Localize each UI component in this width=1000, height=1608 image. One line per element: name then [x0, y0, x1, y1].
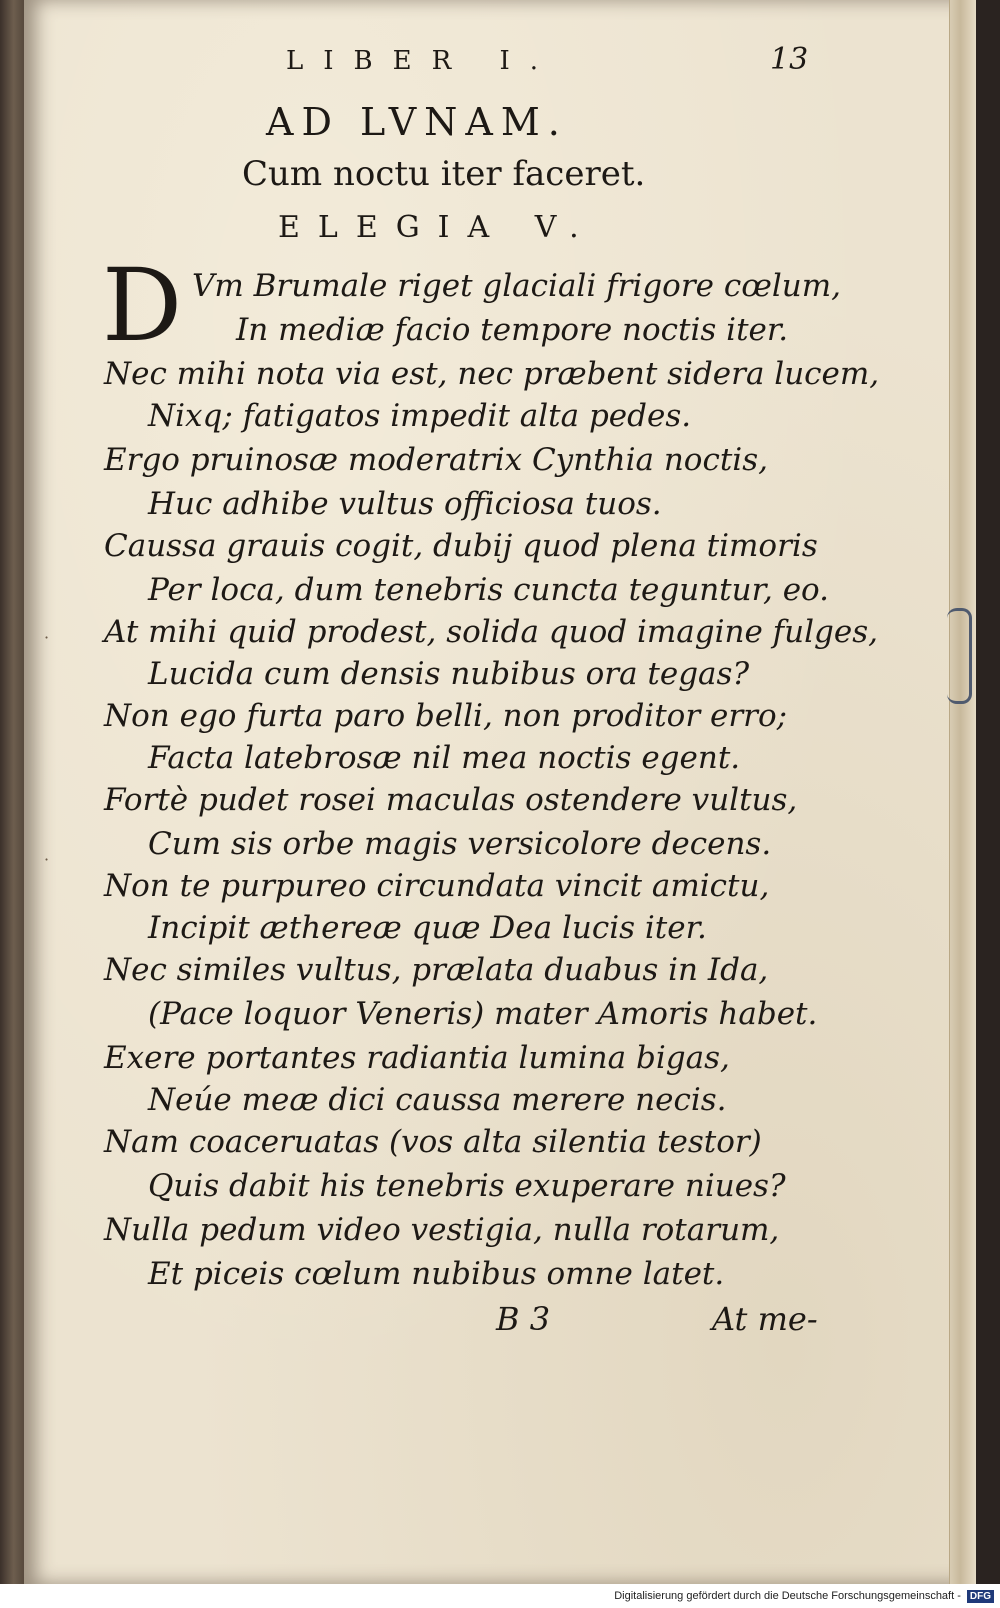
- running-title: LIBER I.: [286, 46, 558, 76]
- verse-line: Lucida cum densis nubibus ora tegas?: [148, 656, 750, 692]
- verse-line: Non te purpureo circundata vincit amictu,: [104, 868, 770, 904]
- verse-line: Huc adhibe vultus officiosa tuos.: [148, 486, 662, 522]
- poem-subtitle: Cum noctu iter faceret.: [242, 154, 646, 194]
- margin-mark: ·: [44, 628, 50, 647]
- verse-line: Facta latebrosæ nil mea noctis egent.: [148, 740, 741, 776]
- signature-mark: B 3: [496, 1300, 551, 1338]
- verse-line: Nec mihi nota via est, nec præbent sidera lucem,: [104, 356, 880, 392]
- verse-line: Vm Brumale riget glaciali frigore cœlum,: [192, 268, 841, 304]
- section-heading: ELEGIA V.: [278, 210, 597, 245]
- drop-cap: D: [102, 247, 183, 364]
- page-number: 13: [770, 42, 809, 77]
- margin-mark: ·: [44, 850, 50, 869]
- page-clip: [947, 608, 972, 704]
- verse-line: Cum sis orbe magis versicolore decens.: [148, 826, 772, 862]
- catchword: At me-: [712, 1300, 818, 1338]
- poem-title: AD LVNAM.: [266, 100, 568, 144]
- verse-line: Nec similes vultus, prælata duabus in Ida,: [104, 952, 769, 988]
- verse-line: Nam coaceruatas (vos alta silentia testor): [104, 1124, 762, 1160]
- verse-line: Et piceis cœlum nubibus omne latet.: [148, 1256, 725, 1292]
- verse-line: Non ego furta paro belli, non proditor erro;: [104, 698, 788, 734]
- verse-line: Quis dabit his tenebris exuperare niues?: [148, 1168, 786, 1204]
- credit-text: Digitalisierung gefördert durch die Deutsche Forschungsgemeinschaft -: [614, 1590, 961, 1602]
- digitization-footer: [0, 1584, 1000, 1608]
- verse-line: Per loca, dum tenebris cuncta teguntur, eo.: [148, 572, 830, 608]
- verse-line: Neúe meæ dici caussa merere necis.: [148, 1082, 727, 1118]
- verse-line: Fortè pudet rosei maculas ostendere vultus,: [104, 782, 798, 818]
- verse-line: Nixq; fatigatos impedit alta pedes.: [148, 398, 692, 434]
- verse-line: Incipit æthereæ quæ Dea lucis iter.: [148, 910, 707, 946]
- dfg-logo: DFG: [967, 1590, 994, 1603]
- verse-line: Exere portantes radiantia lumina bigas,: [104, 1040, 730, 1076]
- verse-line: In mediæ facio tempore noctis iter.: [236, 312, 789, 348]
- verse-line: Nulla pedum video vestigia, nulla rotarum,: [104, 1212, 780, 1248]
- verse-line: (Pace loquor Veneris) mater Amoris habet.: [148, 996, 818, 1032]
- verse-line: Ergo pruinosæ moderatrix Cynthia noctis,: [104, 442, 768, 478]
- page-edge: [949, 0, 976, 1584]
- verse-line: At mihi quid prodest, solida quod imagine fulges,: [104, 614, 878, 650]
- verse-line: Caussa grauis cogit, dubij quod plena timoris: [104, 528, 818, 564]
